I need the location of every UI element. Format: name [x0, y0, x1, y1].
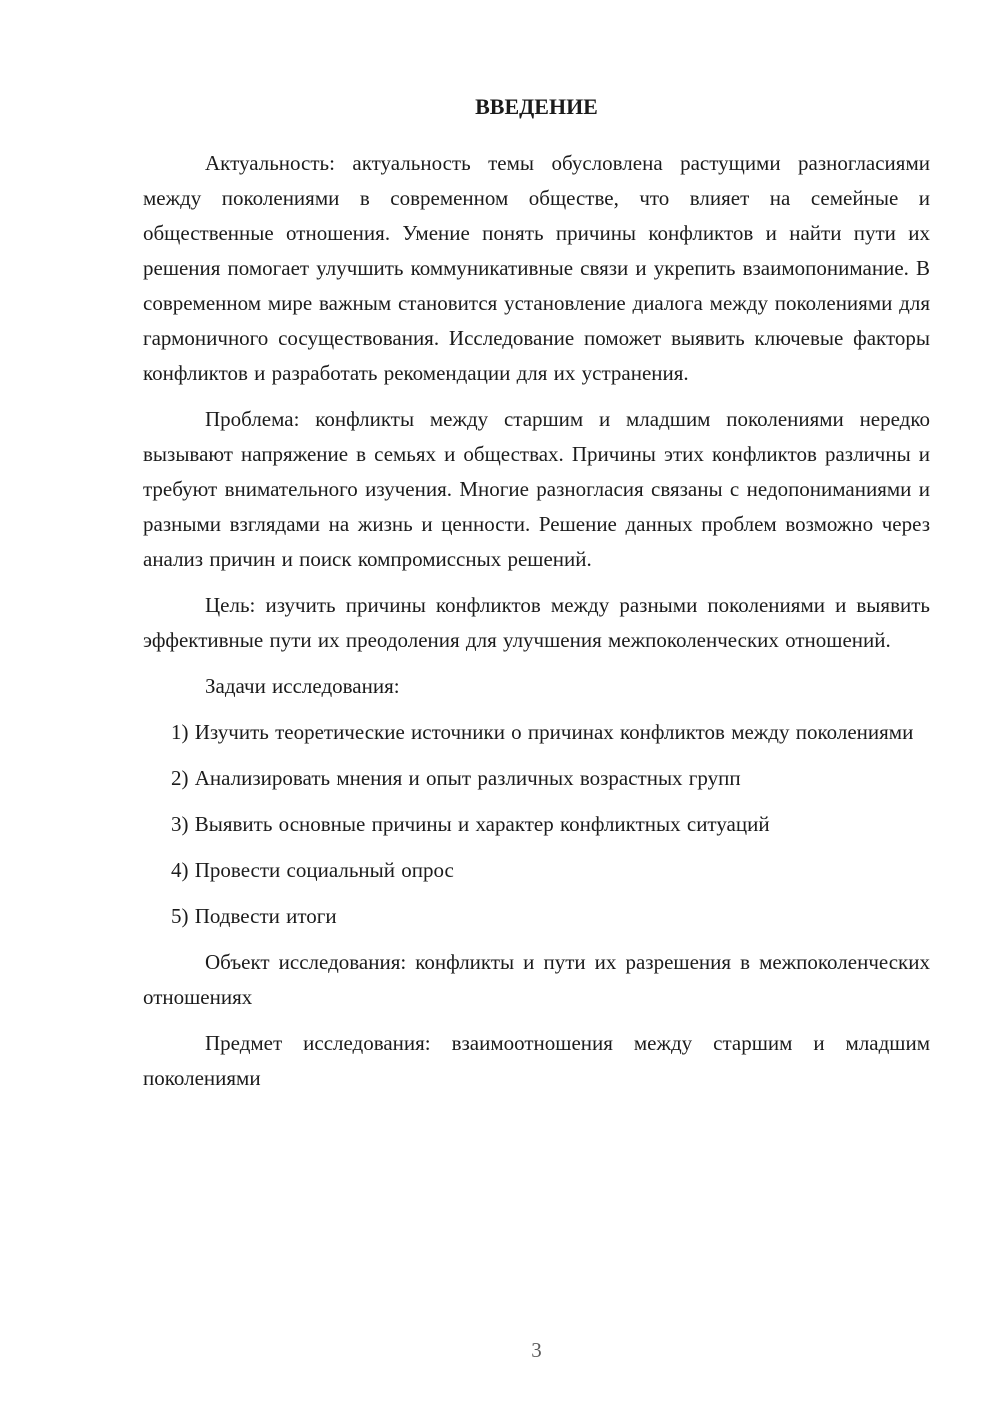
task-item-3: 3) Выявить основные причины и характер конфликтных ситуаций — [171, 812, 770, 836]
paragraph-aktualnost: Актуальность: актуальность темы обусловлена растущими разногласиями между поколениями в современном обществе, что влияет на семейные и общественные отношения. Умение понять причины конфликтов и найти пути их решения помогает улучшить коммуникативные связи и укрепить взаимопонимание. В современном мире важным становится установление диалога между поколениями для гармоничного сосуществования. Исследование поможет выявить ключевые факторы конфликтов и разработать рекомендации для их устранения. — [143, 151, 930, 385]
paragraph-problema: Проблема: конфликты между старшим и младшим поколениями нередко вызывают напряжение в семьях и обществах. Причины этих конфликтов различны и требуют внимательного изучения. Многие разногласия связаны с недопониманиями и разными взглядами на жизнь и ценности. Решение данных проблем возможно через анализ причин и поиск компромиссных решений. — [143, 407, 930, 571]
page-number: 3 — [531, 1338, 542, 1362]
task-item-1: 1) Изучить теоретические источники о причинах конфликтов между поколениями — [171, 720, 914, 744]
paragraph-tsel: Цель: изучить причины конфликтов между разными поколениями и выявить эффективные пути их преодоления для улучшения межпоколенческих отношений. — [143, 593, 930, 652]
page-title: ВВЕДЕНИЕ — [475, 94, 598, 119]
task-item-5: 5) Подвести итоги — [171, 904, 337, 928]
task-item-2: 2) Анализировать мнения и опыт различных возрастных групп — [171, 766, 741, 790]
document-content — [143, 92, 930, 1096]
task-item-4: 4) Провести социальный опрос — [171, 858, 454, 882]
paragraph-predmet: Предмет исследования: взаимоотношения между старшим и младшим поколениями — [143, 1031, 930, 1090]
paragraph-obekt: Объект исследования: конфликты и пути их разрешения в межпоколенческих отношениях — [143, 950, 930, 1009]
tasks-heading: Задачи исследования: — [205, 674, 400, 698]
